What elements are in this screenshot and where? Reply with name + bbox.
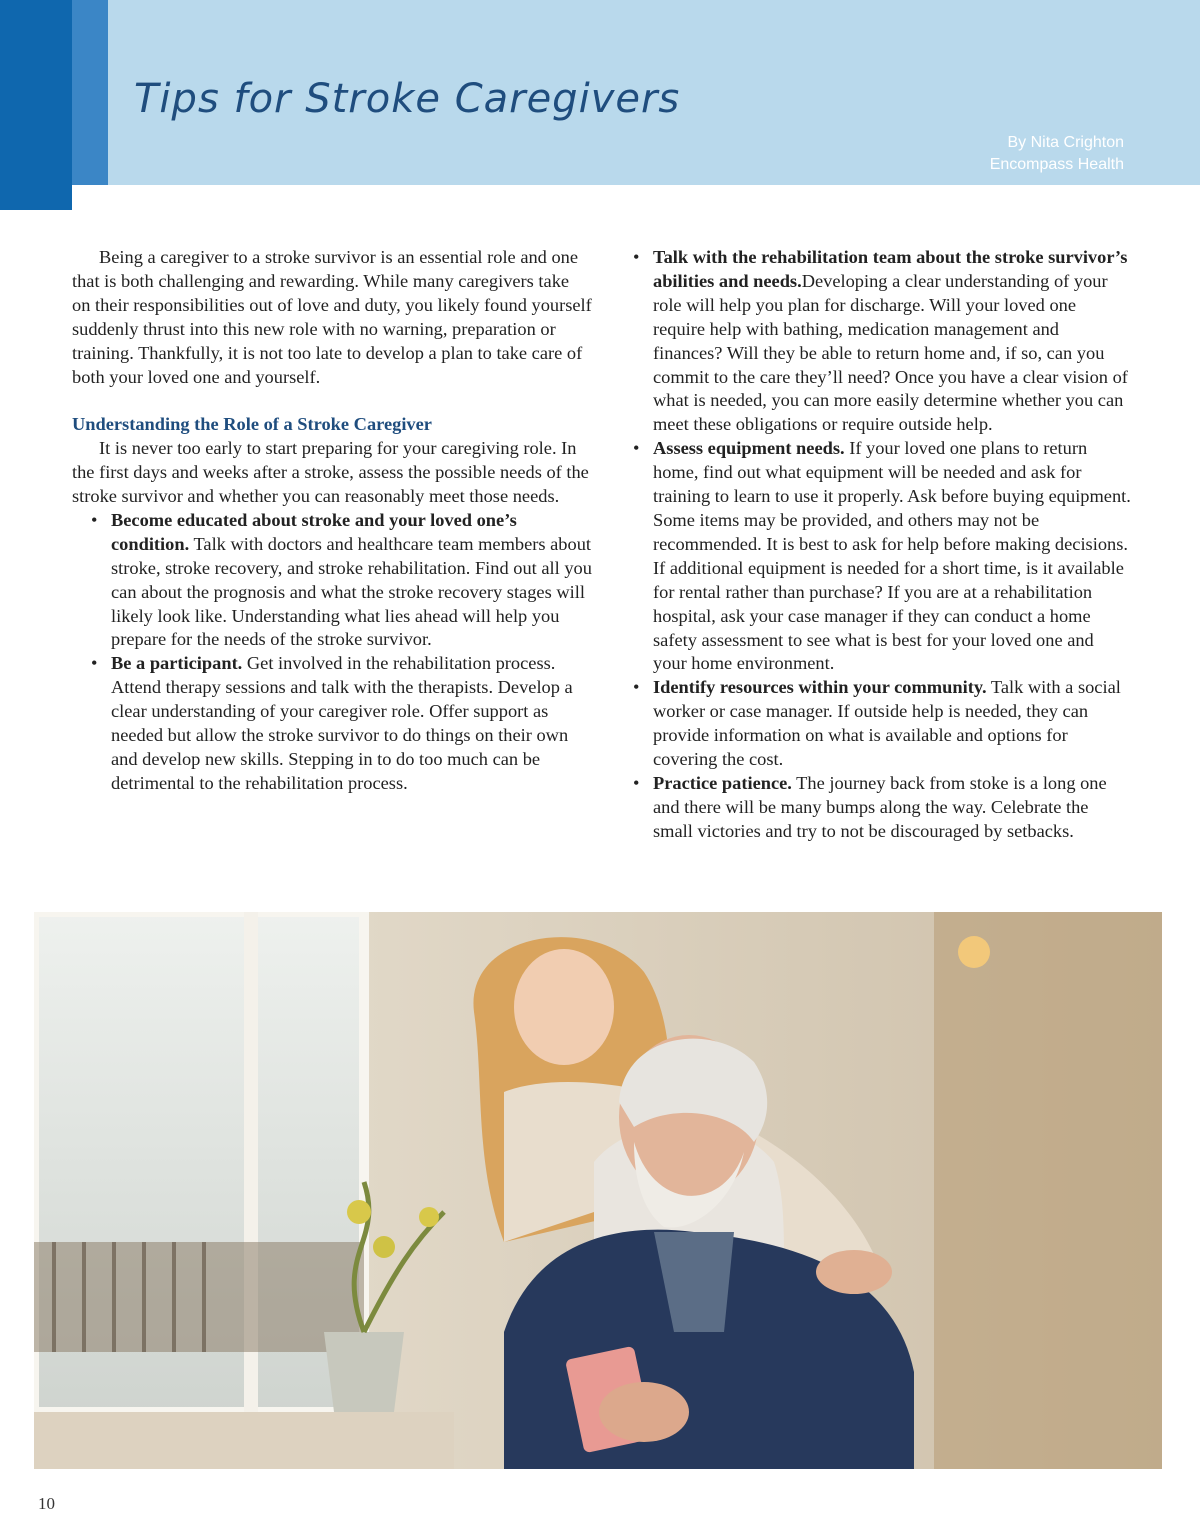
right-column	[632, 246, 1132, 844]
list-item-text: Talk with a social worker or case manager. If outside help is needed, they can provide information on what is available and options for covering the cost.	[653, 677, 1121, 770]
list-item-text: Talk with doctors and healthcare team members about stroke, stroke recovery, and stroke rehabilitation. Find out all you can about the prognosis and what the stroke recovery stages will likely look like. Understanding what lies ahead will help you prepare for the needs of the stroke survivor.	[111, 533, 592, 650]
bullet-glyph: •	[91, 653, 98, 674]
list-item	[632, 772, 1132, 844]
list-item	[90, 652, 592, 795]
section-paragraph: It is never too early to start preparing for your caregiving role. In the first days and weeks after a stroke, assess the possible needs of the stroke survivor and whether you can reasonably meet those needs.	[72, 438, 589, 507]
list-item-text: Get involved in the rehabilitation process. Attend therapy sessions and talk with the therapists. Develop a clear understanding of your caregiver role. Offer support as needed but allow the stroke survivor to do things on their own and develop new skills. Stepping in to do too much can be detrimental to the rehabilitation process.	[111, 653, 573, 793]
bullet-glyph: •	[633, 438, 640, 459]
list-item-bold: Be a participant.	[111, 653, 243, 674]
list-item	[90, 509, 592, 652]
list-item	[632, 676, 1132, 772]
bullet-glyph: •	[633, 677, 640, 698]
list-item-bold: Assess equipment needs.	[653, 438, 845, 459]
section-heading: Understanding the Role of a Stroke Caregiver	[72, 414, 432, 435]
plant-pot	[324, 1332, 404, 1412]
list-item-bold: Talk with the rehabilitation team about the stroke survivor’s abilities and needs.	[653, 247, 1128, 291]
list-item	[632, 246, 1132, 437]
bullet-glyph: •	[91, 509, 98, 530]
byline	[990, 132, 1124, 176]
caregiver-photo	[34, 912, 1162, 1469]
list-item	[632, 437, 1132, 676]
bullet-list-right	[632, 246, 1132, 844]
accent-bar-light	[72, 0, 108, 185]
article-title: Tips for Stroke Caregivers	[134, 76, 681, 122]
byline-author: By Nita Crighton	[1007, 134, 1124, 151]
list-item-text: Developing a clear understanding of your role will help you plan for discharge. Will your loved one require help with bathing, medication management and finances? Will they be able to return home and, if so, can you commit to the care they’ll need? Once you have a clear vision of what is needed, you can more easily determine whether you can meet these obligations or require outside help.	[653, 270, 1128, 435]
list-item-bold: Become educated about stroke and your loved one’s condition.	[111, 509, 517, 554]
bullet-list-left	[90, 509, 592, 796]
byline-organization: Encompass Health	[989, 156, 1124, 173]
bullet-glyph: •	[633, 772, 640, 793]
accent-bar-dark	[0, 0, 72, 210]
list-item-bold: Practice patience.	[653, 772, 792, 793]
list-item-bold: Identify resources within your community.	[653, 677, 987, 698]
lamp-shape	[958, 936, 990, 968]
list-item-text: The journey back from stoke is a long one and there will be many bumps along the way. Celebrate the small victories and try to not be discouraged by setbacks.	[653, 772, 1107, 841]
intro-paragraph: Being a caregiver to a stroke survivor is an essential role and one that is both challenging and rewarding. While many caregivers take on their responsibilities out of love and duty, you likely found yourself suddenly thrust into this new role with no warning, preparation or training. Thankfully, it is not too late to develop a plan to take care of both your loved one and yourself.	[72, 247, 592, 387]
list-item-text: If your loved one plans to return home, find out what equipment will be needed and ask for training to learn to use it properly. Ask before buying equipment. Some items may be provided, and others may not be recommended. It is best to ask for help before making decisions. If additional equipment is needed for a short time, is it available for rental rather than purchase? If you are at a rehabilitation hospital, ask your case manager if they can conduct a home safety assessment to see what is best for your loved one and your home environment.	[653, 438, 1131, 674]
left-column	[72, 246, 592, 796]
bullet-glyph: •	[633, 247, 640, 267]
woman-face	[514, 949, 614, 1065]
page-number: 10	[38, 1494, 55, 1513]
